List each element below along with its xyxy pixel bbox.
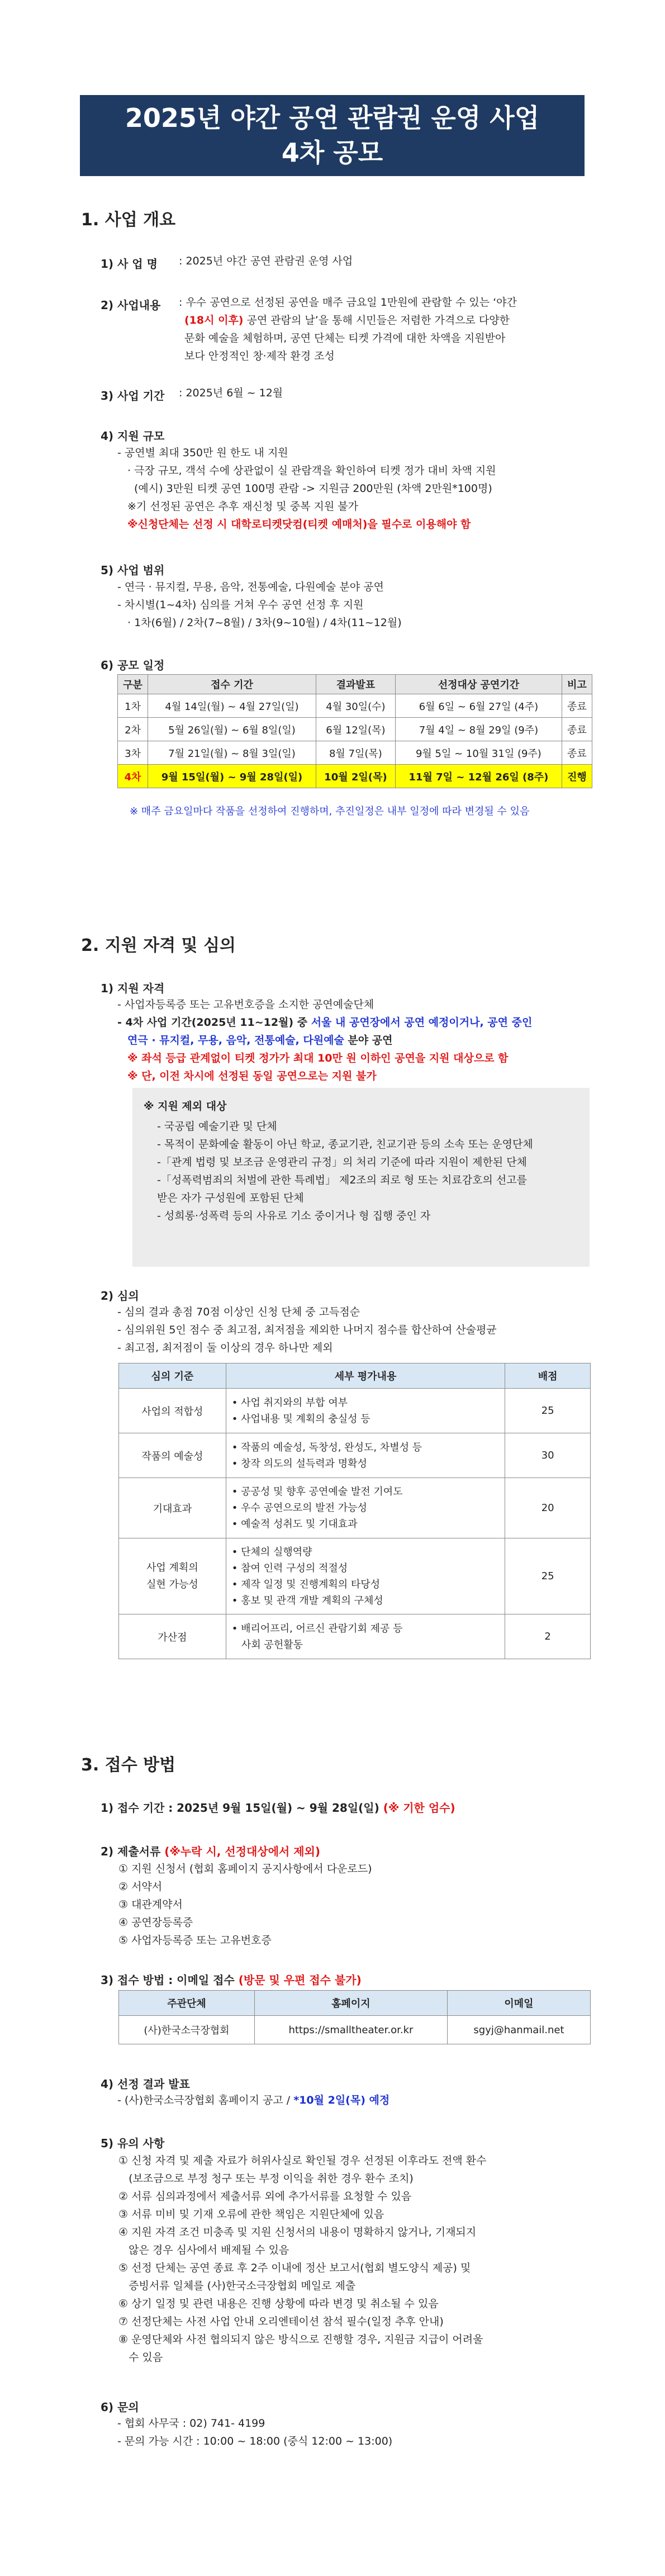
scale-line-1: - 공연별 최대 350만 원 한도 내 지원 — [117, 447, 288, 459]
caution-item: ④ 지원 자격 조건 미충족 및 지원 신청서의 내용이 명확하지 않거나, 기재되지 — [118, 2226, 477, 2238]
schedule-cell: 6월 6일 ~ 6월 27일 (4주) — [395, 694, 562, 718]
schedule-cell: 7월 4일 ~ 8월 29일 (9주) — [395, 718, 562, 741]
exclusion-item: -「성폭력범죄의 처벌에 관한 특례법」 제2조의 죄로 형 또는 치료감호의 선고를 — [157, 1174, 527, 1186]
business-name-label: 1) 사 업 명 — [101, 257, 158, 271]
schedule-col-header: 비고 — [562, 675, 592, 694]
schedule-cell: 6월 12일(목) — [316, 718, 395, 741]
criteria-item: • 홍보 및 관객 개발 계획의 구체성 — [231, 1594, 383, 1607]
criteria-item: • 참여 인력 구성의 적절성 — [231, 1562, 348, 1574]
caution-item: 수 있음 — [118, 2351, 163, 2364]
criteria-detail — [226, 1538, 505, 1614]
criteria-row — [119, 1614, 591, 1659]
caution-item: ③ 서류 미비 및 기재 오류에 관한 책임은 지원단체에 있음 — [118, 2208, 384, 2220]
schedule-cell: 11월 7일 ~ 12월 26일 (8주) — [395, 765, 562, 788]
submission-period-text: 1) 접수 기간 : 2025년 9월 15일(월) ~ 9월 28일(일) — [101, 1801, 383, 1815]
criteria-row — [119, 1478, 591, 1538]
exclusion-item: 받은 자가 구성원에 포함된 단체 — [157, 1192, 304, 1204]
criteria-item: • 창작 의도의 설득력과 명확성 — [231, 1457, 367, 1470]
criteria-row — [119, 1538, 591, 1614]
section-2-heading: 2. 지원 자격 및 심의 — [81, 936, 236, 955]
document-item: ⑤ 사업자등록증 또는 고유번호증 — [118, 1934, 272, 1947]
criteria-detail — [226, 1433, 505, 1478]
method-text: 3) 접수 방법 : 이메일 접수 — [101, 1973, 239, 1987]
inquiry-label: 6) 문의 — [101, 2400, 139, 2414]
content-line-1: : 우수 공연으로 선정된 공연을 매주 금요일 1만원에 관람할 수 있는 ‘야간 — [179, 296, 517, 309]
scale-line-5: ※신청단체는 선정 시 대학로티켓닷컴(티켓 예매처)을 필수로 이용해야 함 — [127, 518, 471, 531]
criteria-item: • 배리어프리, 어르신 관람기회 제공 등 — [231, 1622, 403, 1635]
schedule-cell: 종료 — [562, 694, 592, 718]
criteria-detail — [226, 1478, 505, 1538]
qual-genres: 연극 · 뮤지컬, 무용, 음악, 전통예술, 다원예술 — [127, 1034, 344, 1046]
inquiry-phone: - 협회 사무국 : 02) 741- 4199 — [117, 2417, 265, 2430]
criteria-detail — [226, 1614, 505, 1659]
method-label — [101, 1971, 362, 1987]
qual-line-1: - 사업자등록증 또는 고유번호증을 소지한 공연예술단체 — [117, 998, 374, 1011]
criteria-col-header: 세부 평가내용 — [226, 1363, 505, 1389]
schedule-col-header: 구분 — [118, 675, 148, 694]
qual-genres-suffix: 분야 공연 — [344, 1034, 393, 1046]
contact-homepage-link[interactable]: https://smalltheater.or.kr — [254, 2016, 447, 2044]
qual-period: - 4차 사업 기간(2025년 11~12월) 중 — [117, 1016, 311, 1029]
qual-line-2 — [117, 1014, 532, 1031]
period-label: 3) 사업 기간 — [101, 389, 165, 402]
qual-line-5: ※ 단, 이전 차시에 선정된 동일 공연으로는 지원 불가 — [127, 1070, 377, 1082]
title-line-1: 2025년 야간 공연 관람권 운영 사업 — [125, 103, 540, 133]
schedule-cell: 3차 — [118, 741, 148, 765]
title-banner — [80, 95, 585, 176]
review-label: 2) 심의 — [101, 1289, 139, 1303]
schedule-cell: 4월 14일(월) ~ 4월 27일(일) — [148, 694, 316, 718]
section-3-heading: 3. 접수 방법 — [81, 1755, 176, 1775]
schedule-col-header: 결과발표 — [316, 675, 395, 694]
criteria-name: 작품의 예술성 — [119, 1433, 226, 1478]
qual-line-4: ※ 좌석 등급 관계없이 티켓 정가가 최대 10만 원 이하인 공연을 지원 대상으로 함 — [127, 1052, 509, 1064]
result-date: *10월 2일(목) 예정 — [293, 2094, 390, 2106]
contact-col-header: 홈페이지 — [254, 1991, 447, 2016]
exclusion-box — [132, 1088, 590, 1267]
review-line-3: - 최고점, 최저점이 둘 이상의 경우 하나만 제외 — [117, 1342, 333, 1354]
criteria-detail — [226, 1389, 505, 1433]
caution-item: ② 서류 심의과정에서 제출서류 외에 추가서류를 요청할 수 있음 — [118, 2190, 412, 2203]
criteria-item: • 단체의 실행역량 — [231, 1546, 312, 1558]
content-line-3: 문화 예술을 체험하며, 공연 단체는 티켓 가격에 대한 차액을 지원받아 — [184, 332, 506, 344]
schedule-cell: 4월 30일(수) — [316, 694, 395, 718]
schedule-cell: 9월 5일 ~ 10월 31일 (9주) — [395, 741, 562, 765]
criteria-name: 가산점 — [119, 1614, 226, 1659]
result-line — [117, 2092, 390, 2109]
schedule-row — [118, 718, 592, 741]
content-line-2-rest: 공연 관람의 날’을 통해 시민들은 저렴한 가격으로 다양한 — [243, 314, 510, 326]
schedule-cell: 1차 — [118, 694, 148, 718]
caution-item: ⑧ 운영단체와 사전 협의되지 않은 방식으로 진행할 경우, 지원금 지급이 어려울 — [118, 2333, 483, 2346]
schedule-cell: 종료 — [562, 741, 592, 765]
contact-col-header: 주관단체 — [119, 1991, 255, 2016]
contact-row — [119, 2016, 591, 2044]
criteria-row — [119, 1389, 591, 1433]
criteria-header-row — [119, 1363, 591, 1389]
criteria-score: 25 — [505, 1389, 591, 1433]
schedule-table — [117, 674, 592, 788]
submission-period — [101, 1799, 455, 1815]
schedule-cell: 9월 15일(월) ~ 9월 28일(일) — [148, 765, 316, 788]
caution-item: (보조금으로 부정 청구 또는 부정 이익을 취한 경우 환수 조치) — [118, 2172, 414, 2185]
criteria-table — [118, 1363, 591, 1659]
schedule-cell: 10월 2일(목) — [316, 765, 395, 788]
schedule-col-header: 선정대상 공연기간 — [395, 675, 562, 694]
business-name-value: : 2025년 야간 공연 관람권 운영 사업 — [179, 255, 353, 267]
qual-venue: 서울 내 공연장에서 공연 예정이거나, 공연 중인 — [311, 1016, 533, 1029]
caution-item: ① 신청 자격 및 제출 자료가 허위사실로 확인될 경우 선정된 이후라도 전액 환수 — [118, 2154, 487, 2167]
exclusion-item: - 국공립 예술기관 및 단체 — [157, 1120, 277, 1133]
criteria-col-header: 심의 기준 — [119, 1363, 226, 1389]
criteria-item: • 제작 일정 및 진행계획의 타당성 — [231, 1578, 381, 1590]
period-value: : 2025년 6월 ~ 12월 — [179, 387, 283, 399]
criteria-name: 기대효과 — [119, 1478, 226, 1538]
scale-line-2: · 극장 규모, 객석 수에 상관없이 실 관람객을 확인하여 티켓 정가 대비 차액 지원 — [127, 465, 496, 477]
content-label: 2) 사업내용 — [101, 299, 161, 312]
caution-item: ⑥ 상기 일정 및 관련 내용은 진행 상황에 따라 변경 및 취소될 수 있음 — [118, 2298, 439, 2310]
criteria-item: • 공공성 및 향후 공연예술 발전 기여도 — [231, 1486, 403, 1498]
title-line-2: 4차 공모 — [281, 138, 383, 168]
criteria-name: 사업의 적합성 — [119, 1389, 226, 1433]
scale-line-4: ※기 선정된 공연은 추후 재신청 및 중복 지원 불가 — [127, 500, 358, 513]
schedule-cell: 2차 — [118, 718, 148, 741]
document-item: ④ 공연장등록증 — [118, 1916, 193, 1929]
contact-header-row — [119, 1991, 591, 2016]
caution-item: 않은 경우 심사에서 배제될 수 있음 — [118, 2244, 289, 2256]
schedule-cell: 진행 — [562, 765, 592, 788]
contact-col-header: 이메일 — [447, 1991, 590, 2016]
caution-item: 증빙서류 일체를 (사)한국소극장협회 메일로 제출 — [118, 2280, 356, 2292]
qual-line-3 — [127, 1032, 392, 1049]
exclusion-title: ※ 지원 제외 대상 — [144, 1100, 227, 1112]
criteria-item: • 사업내용 및 계획의 충실성 등 — [231, 1413, 370, 1425]
range-label: 5) 사업 범위 — [101, 564, 165, 577]
schedule-cell: 4차 — [118, 765, 148, 788]
criteria-score: 2 — [505, 1614, 591, 1659]
result-text: - (사)한국소극장협회 홈페이지 공고 / — [117, 2094, 294, 2106]
contact-email-link[interactable]: sgyj@hanmail.net — [447, 2016, 590, 2044]
content-highlight: (18시 이후) — [184, 314, 244, 326]
schedule-label: 6) 공모 일정 — [101, 659, 165, 672]
method-warning: (방문 및 우편 접수 불가) — [238, 1973, 362, 1987]
review-line-1: - 심의 결과 총점 70점 이상인 신청 단체 중 고득점순 — [117, 1306, 360, 1318]
documents-title: 2) 제출서류 — [101, 1845, 165, 1858]
qualification-label: 1) 지원 자격 — [101, 982, 165, 995]
exclusion-item: - 성희롱·성폭력 등의 사유로 기소 중이거나 형 집행 중인 자 — [157, 1210, 431, 1222]
submission-deadline-note: (※ 기한 엄수) — [383, 1801, 455, 1815]
review-line-2: - 심의위원 5인 점수 중 최고점, 최저점을 제외한 나머지 점수를 합산하여 산술평균 — [117, 1324, 497, 1336]
contact-table — [118, 1990, 591, 2044]
criteria-col-header: 배점 — [505, 1363, 591, 1389]
criteria-score: 25 — [505, 1538, 591, 1614]
caution-item: ⑦ 선정단체는 사전 사업 안내 오리엔테이션 참석 필수(일정 추후 안내) — [118, 2315, 444, 2328]
schedule-row — [118, 741, 592, 765]
caution-label: 5) 유의 사항 — [101, 2137, 165, 2150]
inquiry-hours: - 문의 가능 시간 : 10:00 ~ 18:00 (중식 12:00 ~ 13:00) — [117, 2435, 393, 2447]
criteria-score: 30 — [505, 1433, 591, 1478]
schedule-col-header: 접수 기간 — [148, 675, 316, 694]
scale-label: 4) 지원 규모 — [101, 429, 165, 443]
schedule-cell: 7월 21일(월) ~ 8월 3일(일) — [148, 741, 316, 765]
schedule-row-current — [118, 765, 592, 788]
document-item: ① 지원 신청서 (협회 홈페이지 공지사항에서 다운로드) — [118, 1863, 372, 1875]
criteria-name: 사업 계획의 실현 가능성 — [119, 1538, 226, 1614]
contact-org: (사)한국소극장협회 — [119, 2016, 255, 2044]
range-line-1: - 연극 · 뮤지컬, 무용, 음악, 전통예술, 다원예술 분야 공연 — [117, 581, 384, 593]
exclusion-item: -「관계 법령 및 보조금 운영관리 규정」의 처리 기준에 따라 지원이 제한된 단체 — [157, 1156, 527, 1168]
content-line-2 — [184, 312, 510, 329]
schedule-note: ※ 매주 금요일마다 작품을 선정하여 진행하며, 추진일정은 내부 일정에 따라 변경될 수 있음 — [130, 806, 530, 817]
schedule-header-row — [118, 675, 592, 694]
exclusion-item: - 목적이 문화예술 활동이 아닌 학교, 종교기관, 친교기관 등의 소속 또는 운영단체 — [157, 1138, 533, 1150]
documents-label — [101, 1843, 320, 1859]
criteria-item: • 예술적 성취도 및 기대효과 — [231, 1518, 358, 1530]
document-item: ③ 대관계약서 — [118, 1898, 183, 1911]
scale-line-3: (예시) 3만원 티켓 공연 100명 관람 -> 지원금 200만원 (차액 2만원*100명) — [134, 482, 492, 495]
document-item: ② 서약서 — [118, 1881, 163, 1893]
schedule-row — [118, 694, 592, 718]
criteria-item: • 우수 공연으로의 발전 가능성 — [231, 1502, 367, 1514]
range-line-2: - 차시별(1~4차) 심의를 거쳐 우수 공연 선정 후 지원 — [117, 599, 364, 611]
range-line-3: · 1차(6월) / 2차(7~8월) / 3차(9~10월) / 4차(11~12월) — [127, 617, 402, 629]
schedule-cell: 종료 — [562, 718, 592, 741]
schedule-cell: 5월 26일(월) ~ 6월 8일(일) — [148, 718, 316, 741]
caution-item: ⑤ 선정 단체는 공연 종료 후 2주 이내에 정산 보고서(협회 별도양식 제공) 및 — [118, 2262, 471, 2274]
result-label: 4) 선정 결과 발표 — [101, 2077, 190, 2091]
criteria-item: • 사업 취지와의 부합 여부 — [231, 1396, 348, 1409]
criteria-score: 20 — [505, 1478, 591, 1538]
schedule-cell: 8월 7일(목) — [316, 741, 395, 765]
criteria-item: • 작품의 예술성, 독창성, 완성도, 차별성 등 — [231, 1441, 422, 1453]
criteria-row — [119, 1433, 591, 1478]
documents-warning: (※누락 시, 선정대상에서 제외) — [164, 1845, 320, 1858]
section-1-heading: 1. 사업 개요 — [81, 210, 176, 230]
content-line-4: 보다 안정적인 창·제작 환경 조성 — [184, 350, 335, 362]
criteria-item: 사회 공헌활동 — [231, 1639, 303, 1651]
